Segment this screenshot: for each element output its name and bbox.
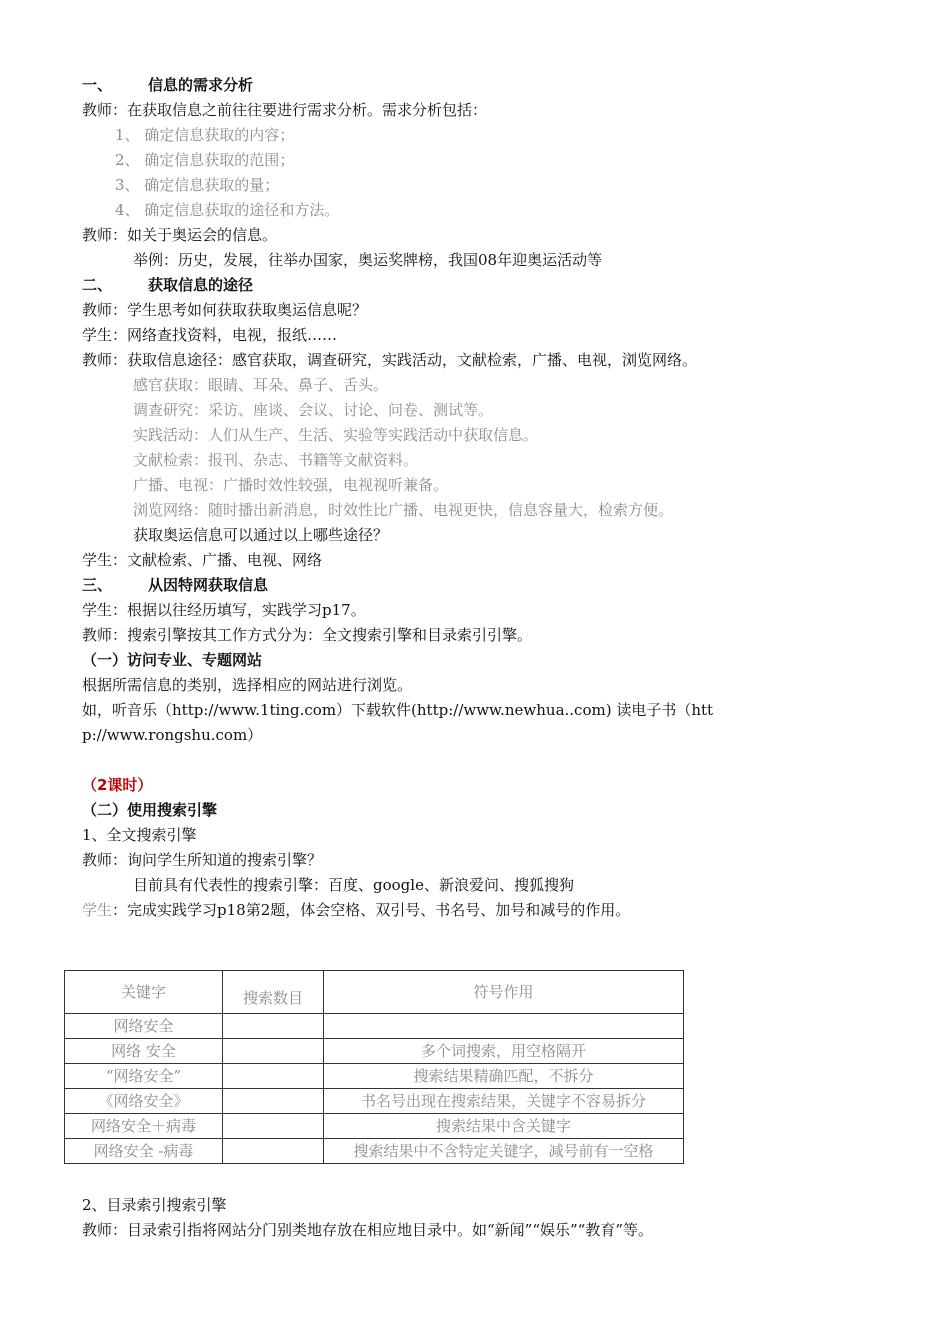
table-cell (223, 1089, 324, 1114)
keyword-table (64, 970, 684, 1164)
paragraph: 学生：网络查找资料，电视，报纸…… (82, 326, 338, 344)
paragraph: 教师：搜索引擎按其工作方式分为：全文搜索引擎和目录索引引擎。 (82, 626, 533, 644)
paragraph: 如，听音乐（http://www.1ting.com）下载软件(http://www.newhua..com) 读电子书（http://www.rongshu.com） (82, 701, 714, 744)
section-heading-2: 二、 获取信息的途径 (82, 276, 254, 294)
paragraph: 教师：在获取信息之前往往要进行需求分析。需求分析包括： (82, 101, 488, 119)
table-row (65, 1064, 684, 1089)
table-cell: 网络 安全 (65, 1039, 223, 1064)
subheading: （二）使用搜索引擎 (82, 801, 218, 819)
subheading: （一）访问专业、专题网站 (82, 651, 263, 669)
paragraph: 教师：获取信息途径：感官获取，调查研究，实践活动，文献检索，广播、电视，浏览网络。 (82, 351, 698, 369)
list-item: 1、 确定信息获取的内容； (115, 126, 295, 144)
paragraph: 教师：询问学生所知道的搜索引擎？ (82, 851, 323, 869)
table-cell: 搜索结果中含关键字 (324, 1114, 684, 1139)
table-header: 符号作用 (324, 971, 684, 1014)
table-cell (223, 1039, 324, 1064)
list-item: 实践活动：人们从生产、生活、实验等实践活动中获取信息。 (133, 426, 539, 444)
table-row (65, 1089, 684, 1114)
table-cell: 书名号出现在搜索结果，关键字不容易拆分 (324, 1089, 684, 1114)
paragraph: 学生：根据以往经历填写，实践学习p17。 (82, 601, 366, 619)
document-body (82, 73, 737, 923)
paragraph: 教师：学生思考如何获取获取奥运信息呢？ (82, 301, 368, 319)
table-cell: 《网络安全》 (65, 1089, 223, 1114)
list-item: 感官获取：眼睛、耳朵、鼻子、舌头。 (133, 376, 389, 394)
table-cell: 搜索结果精确匹配，不拆分 (324, 1064, 684, 1089)
paragraph: 1、全文搜索引擎 (82, 826, 197, 844)
paragraph: 目前具有代表性的搜索引擎：百度、google、新浪爱问、搜狐搜狗 (133, 876, 574, 894)
list-item: 调查研究：采访、座谈、会议、讨论、问卷、测试等。 (133, 401, 494, 419)
list-item: 2、 确定信息获取的范围； (115, 151, 295, 169)
paragraph: 教师：如关于奥运会的信息。 (82, 226, 278, 244)
paragraph: 根据所需信息的类别，选择相应的网站进行浏览。 (82, 676, 413, 694)
table-cell: 网络安全＋病毒 (65, 1114, 223, 1139)
paragraph: 教师：目录索引指将网站分门别类地存放在相应地目录中。如“新闻”“娱乐”“教育”等。 (82, 1221, 654, 1239)
table-cell (223, 1114, 324, 1139)
list-item: 文献检索：报刊、杂志、书籍等文献资料。 (133, 451, 419, 469)
paragraph: 获取奥运信息可以通过以上哪些途径？ (133, 526, 389, 544)
table-header-row (65, 971, 684, 1014)
lesson-marker: （2课时） (82, 776, 153, 794)
section-heading-3: 三、 从因特网获取信息 (82, 576, 269, 594)
table-cell (223, 1064, 324, 1089)
table-cell: 网络安全 -病毒 (65, 1139, 223, 1164)
table-cell: 网络安全 (65, 1014, 223, 1039)
table-cell (223, 1014, 324, 1039)
list-item: 广播、电视：广播时效性较强，电视视听兼备。 (133, 476, 449, 494)
table-row (65, 1139, 684, 1164)
spacer (82, 748, 737, 773)
section-heading-1: 一、 信息的需求分析 (82, 76, 254, 94)
table-header: 搜索数目 (223, 971, 324, 1014)
list-item: 3、 确定信息获取的量； (115, 176, 280, 194)
table-cell (223, 1139, 324, 1164)
paragraph: 学生：文献检索、广播、电视、网络 (82, 551, 323, 569)
table-cell: 搜索结果中不含特定关键字，减号前有一空格 (324, 1139, 684, 1164)
table-cell: “网络安全” (65, 1064, 223, 1089)
document-body-continued (82, 1193, 737, 1243)
table-row (65, 1039, 684, 1064)
table-header: 关键字 (65, 971, 223, 1014)
example-line: 举例：历史，发展，往举办国家，奥运奖牌榜，我国08年迎奥运活动等 (133, 251, 603, 269)
table-row (65, 1114, 684, 1139)
list-item: 浏览网络：随时播出新消息，时效性比广播、电视更快，信息容量大，检索方便。 (133, 501, 674, 519)
paragraph: 学生：完成实践学习p18第2题，体会空格、双引号、书名号、加号和减号的作用。 (82, 901, 631, 919)
table-cell: 多个词搜索，用空格隔开 (324, 1039, 684, 1064)
list-item: 4、 确定信息获取的途径和方法。 (115, 201, 340, 219)
paragraph: 2、目录索引搜索引擎 (82, 1196, 227, 1214)
table-row (65, 1014, 684, 1039)
table-cell (324, 1014, 684, 1039)
